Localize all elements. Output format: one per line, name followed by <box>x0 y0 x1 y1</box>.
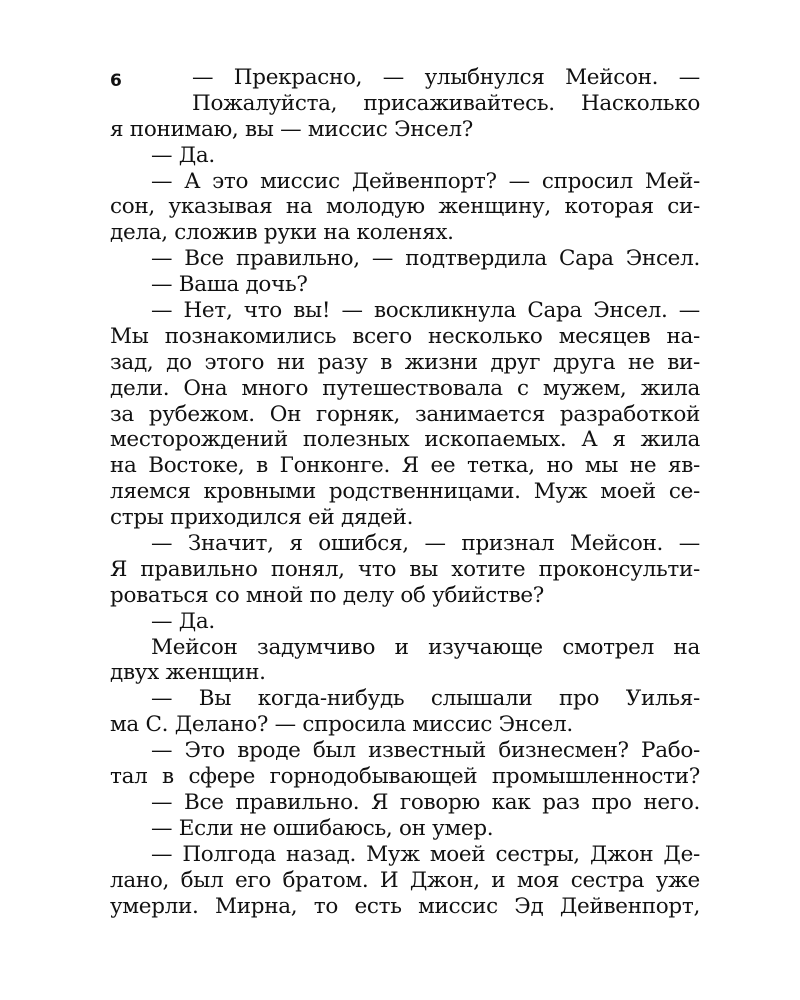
text-line: — Прекрасно, — улыбнулся Мейсон. — <box>192 65 700 90</box>
text-line: за рубежом. Он горняк, занимается разработкой <box>110 401 700 427</box>
text-line: — Да. <box>151 608 215 634</box>
text-line: лано, был его братом. И Джон, и моя сестра уже <box>110 867 700 893</box>
text-line: дели. Она много путешествовала с мужем, жила <box>110 375 700 401</box>
text-line: — Полгода назад. Муж моей сестры, Джон Де- <box>151 841 700 867</box>
text-line: — Все правильно. Я говорю как раз про него. <box>151 789 700 815</box>
text-line: тал в сфере горнодобывающей промышленности? <box>110 764 700 790</box>
text-line: зад, до этого ни разу в жизни друг друга не ви- <box>110 349 700 375</box>
text-line: роваться со мной по делу об убийстве? <box>110 582 545 608</box>
text-line: ма С. Делано? — спросила миссис Энсел. <box>110 712 573 738</box>
text-line: — А это миссис Дейвенпорт? — спросил Мей- <box>151 168 700 194</box>
text-line: стры приходился ей дядей. <box>110 505 414 531</box>
text-line: сон, указывая на молодую женщину, которая си- <box>110 194 700 220</box>
text-line: дела, сложив руки на коленях. <box>110 220 454 246</box>
body-text <box>110 65 700 919</box>
text-line: — Нет, что вы! — воскликнула Сара Энсел. — <box>151 298 700 324</box>
text-line: Мейсон задумчиво и изучающе смотрел на <box>151 634 700 660</box>
text-line: умерли. Мирна, то есть миссис Эд Дейвенпорт, <box>110 893 700 919</box>
text-line: — Это вроде был известный бизнесмен? Рабо- <box>151 738 700 764</box>
text-line: Я правильно понял, что вы хотите проконсульти- <box>110 556 700 582</box>
text-line: ляемся кровными родственницами. Муж моей се- <box>110 479 700 505</box>
text-line: — Да. <box>151 142 215 168</box>
text-line: — Если не ошибаюсь, он умер. <box>151 815 494 841</box>
text-line: Пожалуйста, присаживайтесь. Насколько <box>192 90 700 116</box>
text-line: месторождений полезных ископаемых. А я жила <box>110 427 700 453</box>
text-line: на Востоке, в Гонконге. Я ее тетка, но мы не яв- <box>110 453 700 479</box>
text-line: — Значит, я ошибся, — признал Мейсон. — <box>151 531 700 557</box>
text-line: — Все правильно, — подтвердила Сара Энсел. <box>151 246 700 272</box>
page-number: 6 <box>110 71 122 91</box>
text-line: — Вы когда-нибудь слышали про Уилья- <box>151 686 700 712</box>
text-line: я понимаю, вы — миссис Энсел? <box>110 116 474 142</box>
text-line: Мы познакомились всего несколько месяцев на- <box>110 323 700 349</box>
text-line: — Ваша дочь? <box>151 272 308 298</box>
text-line: двух женщин. <box>110 660 266 686</box>
